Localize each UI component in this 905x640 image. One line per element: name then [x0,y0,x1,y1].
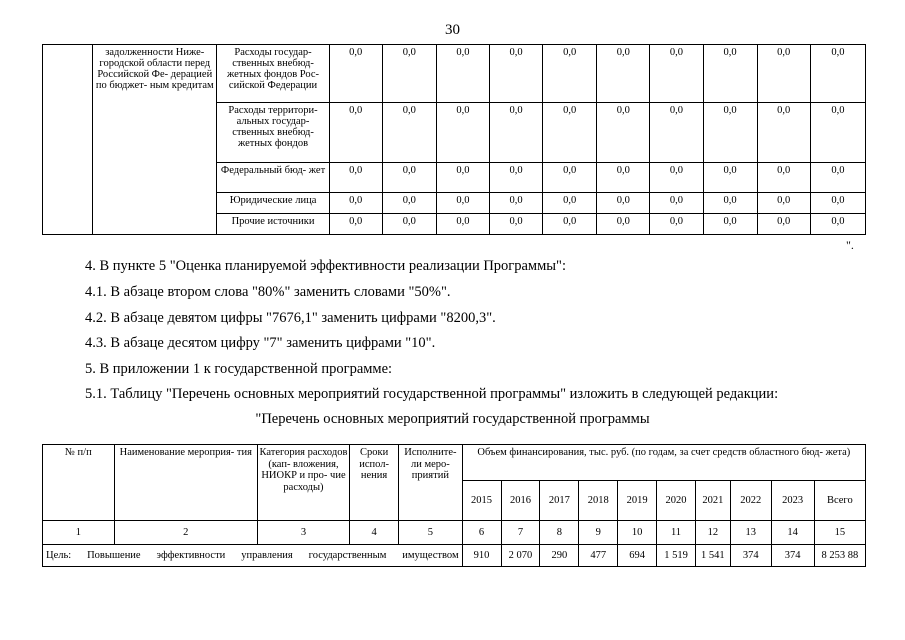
funding-value-cell: 0,0 [382,193,436,214]
column-index-cell: 5 [399,521,462,545]
header-year: 2015 [462,481,501,521]
quote-end-mark: ". [846,238,854,252]
funding-value-cell: 0,0 [810,45,865,103]
goal-value-cell: 290 [540,545,579,567]
column-index-cell: 12 [695,521,730,545]
column-index-cell: 8 [540,521,579,545]
funding-value-cell: 0,0 [490,163,543,193]
funding-value-cell: 0,0 [543,163,597,193]
funding-value-cell: 0,0 [703,103,757,163]
funding-value-cell: 0,0 [436,45,489,103]
paragraph-4-1: 4.1. В абзаце втором слова "80%" заменить словами "50%". [85,284,451,300]
funding-value-cell: 0,0 [382,214,436,235]
funding-value-cell: 0,0 [329,163,382,193]
funding-value-cell: 0,0 [650,163,703,193]
header-year: 2022 [730,481,771,521]
funding-value-cell: 0,0 [650,45,703,103]
column-index-cell: 3 [257,521,349,545]
column-index-cell: 4 [350,521,399,545]
goal-value-cell: 374 [771,545,814,567]
funding-value-cell: 0,0 [810,193,865,214]
funding-value-cell: 0,0 [703,214,757,235]
funding-sources-table [42,44,866,235]
funding-value-cell: 0,0 [329,214,382,235]
header-category: Категория расходов (кап- вложения, НИОКР и про- чие расходы) [257,445,349,521]
goal-value-cell: 1 519 [657,545,696,567]
column-index-cell: 15 [814,521,865,545]
goal-value-cell: 694 [618,545,657,567]
blank-index-cell [43,45,93,235]
header-num: № п/п [43,445,115,521]
funding-value-cell: 0,0 [436,214,489,235]
funding-value-cell: 0,0 [436,193,489,214]
paragraph-5: 5. В приложении 1 к государственной программе: [85,361,393,377]
funding-source-label: Расходы территори- альных государ- ственных внебюд- жетных фондов [217,103,329,163]
header-terms: Сроки испол- нения [350,445,399,521]
page-number: 30 [445,22,460,38]
funding-source-label: Расходы государ- ственных внебюд- жетных фондов Рос- сийской Федерации [217,45,329,103]
funding-value-cell: 0,0 [436,163,489,193]
funding-source-label: Прочие источники [217,214,329,235]
goal-value-cell: 8 253 88 [814,545,865,567]
funding-value-cell: 0,0 [490,193,543,214]
funding-value-cell: 0,0 [543,45,597,103]
paragraph-4: 4. В пункте 5 "Оценка планируемой эффективности реализации Программы": [85,258,566,274]
funding-value-cell: 0,0 [650,103,703,163]
header-year: 2021 [695,481,730,521]
header-year: Всего [814,481,865,521]
header-name: Наименование мероприя- тия [114,445,257,521]
header-year: 2019 [618,481,657,521]
paragraph-4-2: 4.2. В абзаце девятом цифры "7676,1" заменить цифрами "8200,3". [85,310,496,326]
funding-value-cell: 0,0 [757,103,810,163]
funding-value-cell: 0,0 [597,163,650,193]
funding-value-cell: 0,0 [597,45,650,103]
header-year: 2020 [657,481,696,521]
funding-value-cell: 0,0 [757,163,810,193]
funding-value-cell: 0,0 [650,193,703,214]
goal-value-cell: 2 070 [501,545,540,567]
column-index-cell: 2 [114,521,257,545]
funding-value-cell: 0,0 [490,214,543,235]
goal-label: Цель: Повышение эффективности управления государственным имуществом [43,545,463,567]
funding-value-cell: 0,0 [329,103,382,163]
funding-value-cell: 0,0 [436,103,489,163]
funding-source-row [43,45,866,103]
paragraph-5-1: 5.1. Таблицу "Перечень основных мероприятий государственной программы" изложить в следующей редакции: [85,386,779,402]
funding-value-cell: 0,0 [382,103,436,163]
funding-value-cell: 0,0 [597,103,650,163]
funding-value-cell: 0,0 [810,214,865,235]
column-index-cell: 10 [618,521,657,545]
funding-value-cell: 0,0 [543,214,597,235]
funding-value-cell: 0,0 [757,45,810,103]
paragraph-4-3: 4.3. В абзаце десятом цифру "7" заменить цифрами "10". [85,335,436,351]
funding-value-cell: 0,0 [382,45,436,103]
funding-value-cell: 0,0 [329,193,382,214]
funding-value-cell: 0,0 [490,103,543,163]
funding-value-cell: 0,0 [757,193,810,214]
funding-value-cell: 0,0 [650,214,703,235]
funding-value-cell: 0,0 [490,45,543,103]
funding-source-label: Федеральный бюд- жет [217,163,329,193]
funding-value-cell: 0,0 [810,163,865,193]
funding-value-cell: 0,0 [757,214,810,235]
goal-value-cell: 374 [730,545,771,567]
funding-value-cell: 0,0 [543,193,597,214]
goal-value-cell: 1 541 [695,545,730,567]
funding-value-cell: 0,0 [810,103,865,163]
column-index-cell: 6 [462,521,501,545]
measure-subject-cell: задолженности Ниже- городской области перед Российской Фе- дерацией по бюджет- ным кредитам [93,45,217,235]
table-caption: "Перечень основных мероприятий государственной программы [255,411,650,427]
funding-value-cell: 0,0 [329,45,382,103]
funding-value-cell: 0,0 [382,163,436,193]
measures-table [42,444,866,567]
column-index-cell: 7 [501,521,540,545]
funding-value-cell: 0,0 [597,214,650,235]
funding-sources-body [43,45,866,235]
goal-value-cell: 910 [462,545,501,567]
header-funding: Объем финансирования, тыс. руб. (по годам, за счет средств областного бюд- жета) [462,445,865,481]
funding-value-cell: 0,0 [703,163,757,193]
funding-value-cell: 0,0 [703,193,757,214]
funding-value-cell: 0,0 [703,45,757,103]
header-executors: Исполните- ли меро- приятий [399,445,462,521]
funding-value-cell: 0,0 [597,193,650,214]
header-year: 2023 [771,481,814,521]
header-year: 2016 [501,481,540,521]
column-index-cell: 14 [771,521,814,545]
funding-value-cell: 0,0 [543,103,597,163]
header-year: 2017 [540,481,579,521]
column-index-cell: 1 [43,521,115,545]
column-index-cell: 9 [579,521,618,545]
column-index-cell: 11 [657,521,696,545]
column-index-cell: 13 [730,521,771,545]
funding-source-label: Юридические лица [217,193,329,214]
goal-value-cell: 477 [579,545,618,567]
header-year: 2018 [579,481,618,521]
